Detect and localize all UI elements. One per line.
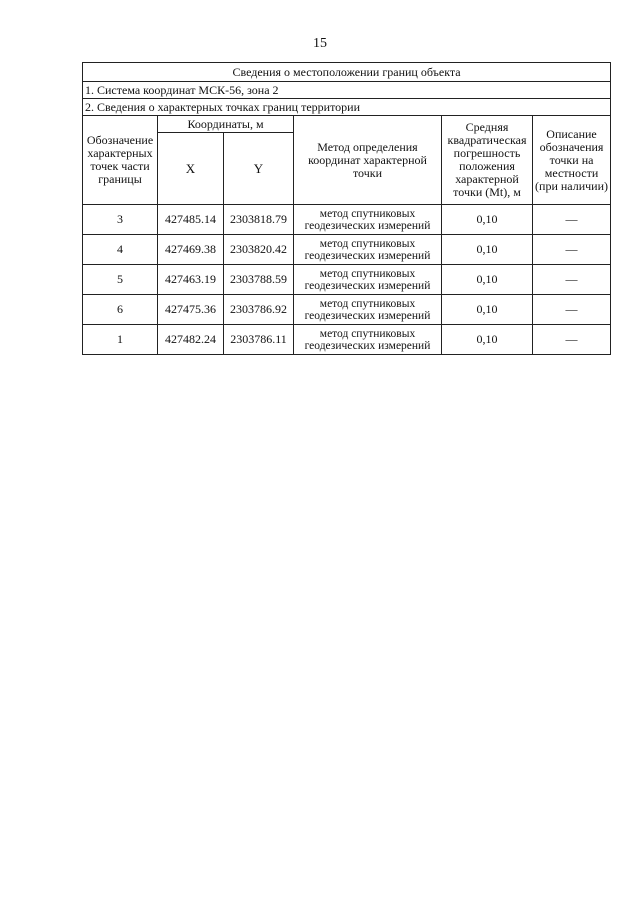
x-cell: 427469.38: [158, 235, 224, 265]
header-method: Метод определения координат характерной точки: [294, 116, 442, 205]
coordinate-system: 1. Система координат МСК-56, зона 2: [83, 82, 611, 99]
table-body: [83, 205, 611, 355]
point-cell: 1: [83, 325, 158, 355]
x-cell: 427475.36: [158, 295, 224, 325]
description-cell: —: [533, 235, 611, 265]
page-number: 15: [313, 36, 327, 51]
point-cell: 3: [83, 205, 158, 235]
method-cell: метод спутниковых геодезических измерений: [294, 325, 442, 355]
header-error: Средняя квадратическая погрешность положения характерной точки (Mt), м: [442, 116, 533, 205]
description-cell: —: [533, 265, 611, 295]
y-cell: 2303820.42: [224, 235, 294, 265]
table-row: [83, 325, 611, 355]
y-cell: 2303786.11: [224, 325, 294, 355]
table-title-row: [83, 63, 611, 82]
coordinate-system-row: [83, 82, 611, 99]
header-row-1: [83, 116, 611, 133]
y-cell: 2303818.79: [224, 205, 294, 235]
x-cell: 427482.24: [158, 325, 224, 355]
header-x: X: [158, 133, 224, 205]
header-y: Y: [224, 133, 294, 205]
description-cell: —: [533, 325, 611, 355]
y-cell: 2303786.92: [224, 295, 294, 325]
table-title: Сведения о местоположении границ объекта: [83, 63, 611, 82]
method-cell: метод спутниковых геодезических измерений: [294, 265, 442, 295]
section-title: 2. Сведения о характерных точках границ территории: [83, 99, 611, 116]
error-cell: 0,10: [442, 325, 533, 355]
error-cell: 0,10: [442, 265, 533, 295]
header-description: Описание обозначения точки на местности (при наличии): [533, 116, 611, 205]
description-cell: —: [533, 205, 611, 235]
boundary-points-table: [82, 62, 611, 355]
error-cell: 0,10: [442, 235, 533, 265]
section-row: [83, 99, 611, 116]
error-cell: 0,10: [442, 295, 533, 325]
error-cell: 0,10: [442, 205, 533, 235]
point-cell: 6: [83, 295, 158, 325]
method-cell: метод спутниковых геодезических измерений: [294, 295, 442, 325]
description-cell: —: [533, 295, 611, 325]
y-cell: 2303788.59: [224, 265, 294, 295]
point-cell: 4: [83, 235, 158, 265]
header-designation: Обозначение характерных точек части границы: [83, 116, 158, 205]
table-row: [83, 265, 611, 295]
table-row: [83, 205, 611, 235]
table-row: [83, 295, 611, 325]
method-cell: метод спутниковых геодезических измерений: [294, 205, 442, 235]
table-row: [83, 235, 611, 265]
method-cell: метод спутниковых геодезических измерений: [294, 235, 442, 265]
header-coordinates: Координаты, м: [158, 116, 294, 133]
point-cell: 5: [83, 265, 158, 295]
x-cell: 427463.19: [158, 265, 224, 295]
x-cell: 427485.14: [158, 205, 224, 235]
